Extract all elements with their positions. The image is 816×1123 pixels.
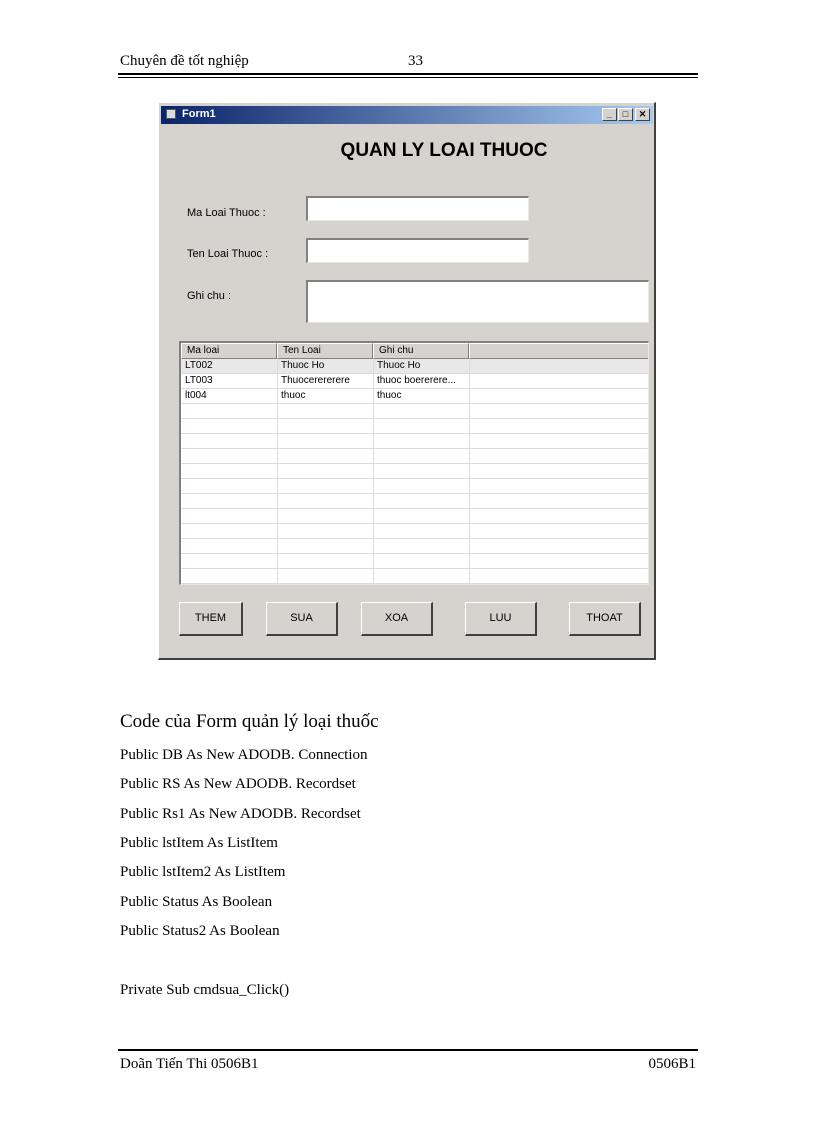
ma-loai-input[interactable]: [306, 196, 529, 221]
window-app-icon: [166, 109, 176, 119]
thoat-button[interactable]: THOAT: [569, 602, 641, 636]
table-row[interactable]: [181, 389, 648, 404]
column-header-ma-loai[interactable]: Ma loai: [181, 343, 277, 359]
form-heading: QUAN LY LOAI THUOC: [340, 140, 548, 161]
maximize-icon[interactable]: □: [618, 108, 633, 121]
code-line: Public Status As Boolean: [120, 894, 273, 910]
table-cell: thuoc: [281, 390, 306, 401]
header-title: Chuyên đề tốt nghiệp: [120, 53, 249, 69]
table-cell: Thuoc Ho: [281, 360, 325, 371]
luu-button[interactable]: LUU: [465, 602, 537, 636]
xoa-button[interactable]: XOA: [361, 602, 433, 636]
code-line: Public lstItem As ListItem: [120, 835, 278, 851]
table-row[interactable]: [181, 374, 648, 389]
page-number: 33: [408, 53, 423, 69]
empty-row: [181, 569, 648, 584]
code-line: Public Rs1 As New ADODB. Recordset: [120, 806, 361, 822]
column-header-ghi-chu[interactable]: Ghi chu: [373, 343, 469, 359]
footer-code: 0506B1: [648, 1056, 696, 1072]
empty-row: [181, 464, 648, 479]
window-title: Form1: [182, 108, 216, 120]
ten-loai-input[interactable]: [306, 238, 529, 263]
code-line: Public RS As New ADODB. Recordset: [120, 776, 356, 792]
table-cell: Thuoc Ho: [377, 360, 421, 371]
table-row[interactable]: [181, 359, 648, 374]
them-button[interactable]: THEM: [179, 602, 243, 636]
table-cell: LT002: [185, 360, 213, 371]
header-rule: [118, 73, 698, 75]
ma-loai-label: Ma Loai Thuoc :: [187, 207, 266, 219]
empty-row: [181, 494, 648, 509]
code-line: Private Sub cmdsua_Click(): [120, 982, 290, 998]
sua-button[interactable]: SUA: [266, 602, 338, 636]
empty-row: [181, 479, 648, 494]
empty-row: [181, 539, 648, 554]
table-cell: LT003: [185, 375, 213, 386]
header-rule-thin: [118, 77, 698, 78]
ten-loai-label: Ten Loai Thuoc :: [187, 248, 269, 260]
code-line: Public Status2 As Boolean: [120, 923, 280, 939]
code-line: Public DB As New ADODB. Connection: [120, 747, 368, 763]
empty-row: [181, 554, 648, 569]
form-window-screenshot: [158, 102, 656, 660]
ghi-chu-input[interactable]: [306, 280, 649, 323]
footer-rule: [118, 1049, 698, 1051]
footer-author: Doãn Tiến Thi 0506B1: [120, 1056, 259, 1072]
column-header-empty: [469, 343, 649, 359]
list-header: [181, 343, 648, 359]
empty-row: [181, 509, 648, 524]
close-icon[interactable]: ✕: [635, 108, 650, 121]
code-line: Public lstItem2 As ListItem: [120, 864, 286, 880]
column-divider: [277, 359, 278, 584]
loai-thuoc-list[interactable]: [179, 341, 649, 585]
table-cell: thuoc boererere...: [377, 375, 456, 386]
minimize-icon[interactable]: _: [602, 108, 617, 121]
empty-row: [181, 434, 648, 449]
table-cell: Thuocerererere: [281, 375, 350, 386]
empty-row: [181, 524, 648, 539]
column-divider: [373, 359, 374, 584]
ghi-chu-label: Ghi chu :: [187, 290, 232, 302]
table-cell: thuoc: [377, 390, 402, 401]
empty-row: [181, 404, 648, 419]
section-heading: Code của Form quản lý loại thuốc: [120, 711, 379, 732]
column-header-ten-loai[interactable]: Ten Loai: [277, 343, 373, 359]
window-titlebar: [161, 106, 653, 124]
table-cell: lt004: [185, 390, 207, 401]
empty-row: [181, 419, 648, 434]
column-divider: [469, 359, 470, 584]
empty-row: [181, 449, 648, 464]
